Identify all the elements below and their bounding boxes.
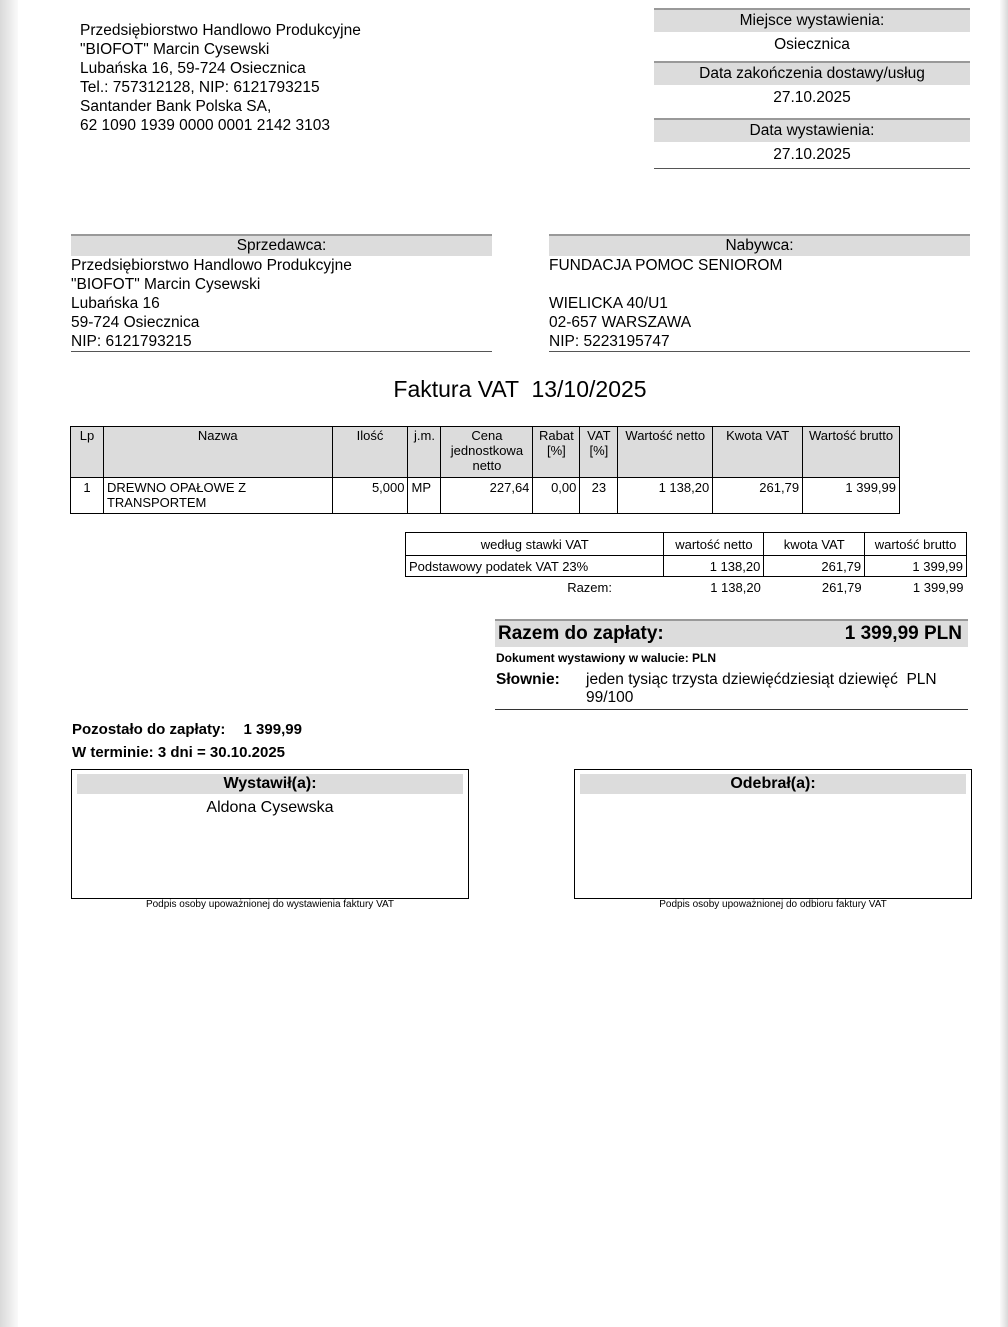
seller-line: Przedsiębiorstwo Handlowo Produkcyjne	[71, 257, 352, 274]
buyer-line: 02-657 WARSZAWA	[549, 314, 692, 331]
buyer-line: WIELICKA 40/U1	[549, 295, 668, 312]
col-vat-gross: wartość brutto	[865, 533, 967, 556]
page-edge-left	[0, 0, 18, 1327]
vat-amount: 261,79	[764, 556, 865, 577]
seller-block	[71, 234, 492, 352]
col-unit: j.m.	[408, 427, 441, 478]
vat-total-label: Razem:	[406, 577, 664, 598]
seller-line: 59-724 Osiecznica	[71, 314, 200, 331]
vat-total-vat: 261,79	[764, 577, 865, 598]
totals-block	[495, 619, 968, 710]
items-header-row	[71, 427, 900, 478]
payment-term: W terminie: 3 dni = 30.10.2025	[72, 744, 286, 761]
issued-by-note: Podpis osoby upoważnionej do wystawienia faktury VAT	[145, 899, 395, 910]
vat-total-row	[406, 577, 967, 598]
payment-due	[72, 718, 302, 764]
buyer-header: Nabywca:	[549, 234, 970, 256]
col-name: Nazwa	[103, 427, 332, 478]
issuer-line: Santander Bank Polska SA,	[80, 98, 272, 115]
table-row	[71, 478, 900, 514]
cell-vat-amount: 261,79	[713, 478, 803, 514]
to-pay-bar	[495, 619, 968, 647]
issued-by-name: Aldona Cysewska	[206, 799, 334, 816]
to-pay-value: 1 399,99 PLN	[844, 623, 962, 644]
issuer-line: "BIOFOT" Marcin Cysewski	[80, 41, 270, 58]
received-by-header: Odebrał(a):	[580, 774, 966, 794]
currency-note: Dokument wystawiony w walucie: PLN	[496, 651, 717, 665]
buyer-line: NIP: 5223195747	[549, 332, 970, 352]
vat-summary-table	[405, 532, 967, 597]
place-label: Miejsce wystawienia:	[654, 8, 970, 32]
place-value: Osiecznica	[774, 36, 850, 53]
cell-name: DREWNO OPAŁOWE Z TRANSPORTEM	[103, 478, 332, 514]
col-gross: Wartość brutto	[803, 427, 900, 478]
table-row	[406, 556, 967, 577]
issuer-block	[80, 21, 361, 135]
issued-by-header: Wystawił(a):	[77, 774, 463, 794]
cell-vat-rate: 23	[580, 478, 618, 514]
col-vat-amount: kwota VAT	[764, 533, 865, 556]
seller-header: Sprzedawca:	[71, 234, 492, 256]
issuer-line: Tel.: 757312128, NIP: 6121793215	[80, 79, 320, 96]
col-lp: Lp	[71, 427, 104, 478]
col-vat-rate: VAT [%]	[580, 427, 618, 478]
buyer-line: FUNDACJA POMOC SENIOROM	[549, 257, 783, 274]
issue-date-value: 27.10.2025	[654, 142, 970, 169]
invoice-title: Faktura VAT 13/10/2025	[393, 376, 647, 402]
cell-unit: MP	[408, 478, 441, 514]
amount-in-words	[495, 671, 968, 710]
cell-price: 227,64	[441, 478, 533, 514]
cell-discount: 0,00	[533, 478, 580, 514]
received-by-box	[574, 769, 972, 899]
col-qty: Ilość	[332, 427, 408, 478]
seller-line: NIP: 6121793215	[71, 332, 492, 352]
vat-net: 1 138,20	[664, 556, 764, 577]
col-vat-amount: Kwota VAT	[713, 427, 803, 478]
invoice-meta	[654, 8, 970, 169]
page-edge-right	[1000, 0, 1008, 1327]
in-words-value: jeden tysiąc trzysta dziewięćdziesiąt dziewięć PLN 99/100	[586, 671, 941, 706]
col-net: Wartość netto	[618, 427, 713, 478]
in-words-label: Słownie:	[496, 671, 560, 688]
issuer-line: Lubańska 16, 59-724 Osiecznica	[80, 60, 306, 77]
delivery-date-value: 27.10.2025	[773, 89, 851, 106]
to-pay-label: Razem do zapłaty:	[498, 623, 664, 644]
delivery-date-label: Data zakończenia dostawy/usług	[654, 61, 970, 85]
cell-net: 1 138,20	[618, 478, 713, 514]
col-vat-net: wartość netto	[664, 533, 764, 556]
buyer-line	[549, 275, 970, 294]
cell-lp: 1	[71, 478, 104, 514]
received-by-note: Podpis osoby upoważnionej do odbioru faktury VAT	[659, 899, 887, 910]
seller-line: "BIOFOT" Marcin Cysewski	[71, 276, 261, 293]
col-price: Cena jednostkowa netto	[441, 427, 533, 478]
issue-date-label: Data wystawienia:	[654, 118, 970, 142]
cell-gross: 1 399,99	[803, 478, 900, 514]
vat-header-row	[406, 533, 967, 556]
issued-by-box	[71, 769, 469, 899]
buyer-block	[549, 234, 970, 352]
vat-gross: 1 399,99	[865, 556, 967, 577]
remaining-row	[72, 718, 302, 741]
issuer-line: 62 1090 1939 0000 0001 2142 3103	[80, 117, 330, 134]
cell-qty: 5,000	[332, 478, 408, 514]
remaining-label: Pozostało do zapłaty:	[72, 721, 226, 738]
items-table	[70, 426, 900, 514]
col-vat-rate-name: według stawki VAT	[406, 533, 664, 556]
col-discount: Rabat [%]	[533, 427, 580, 478]
vat-total-gross: 1 399,99	[865, 577, 967, 598]
vat-rate-name: Podstawowy podatek VAT 23%	[406, 556, 664, 577]
seller-line: Lubańska 16	[71, 295, 160, 312]
vat-total-net: 1 138,20	[664, 577, 764, 598]
issuer-line: Przedsiębiorstwo Handlowo Produkcyjne	[80, 22, 361, 39]
remaining-value: 1 399,99	[243, 721, 302, 738]
